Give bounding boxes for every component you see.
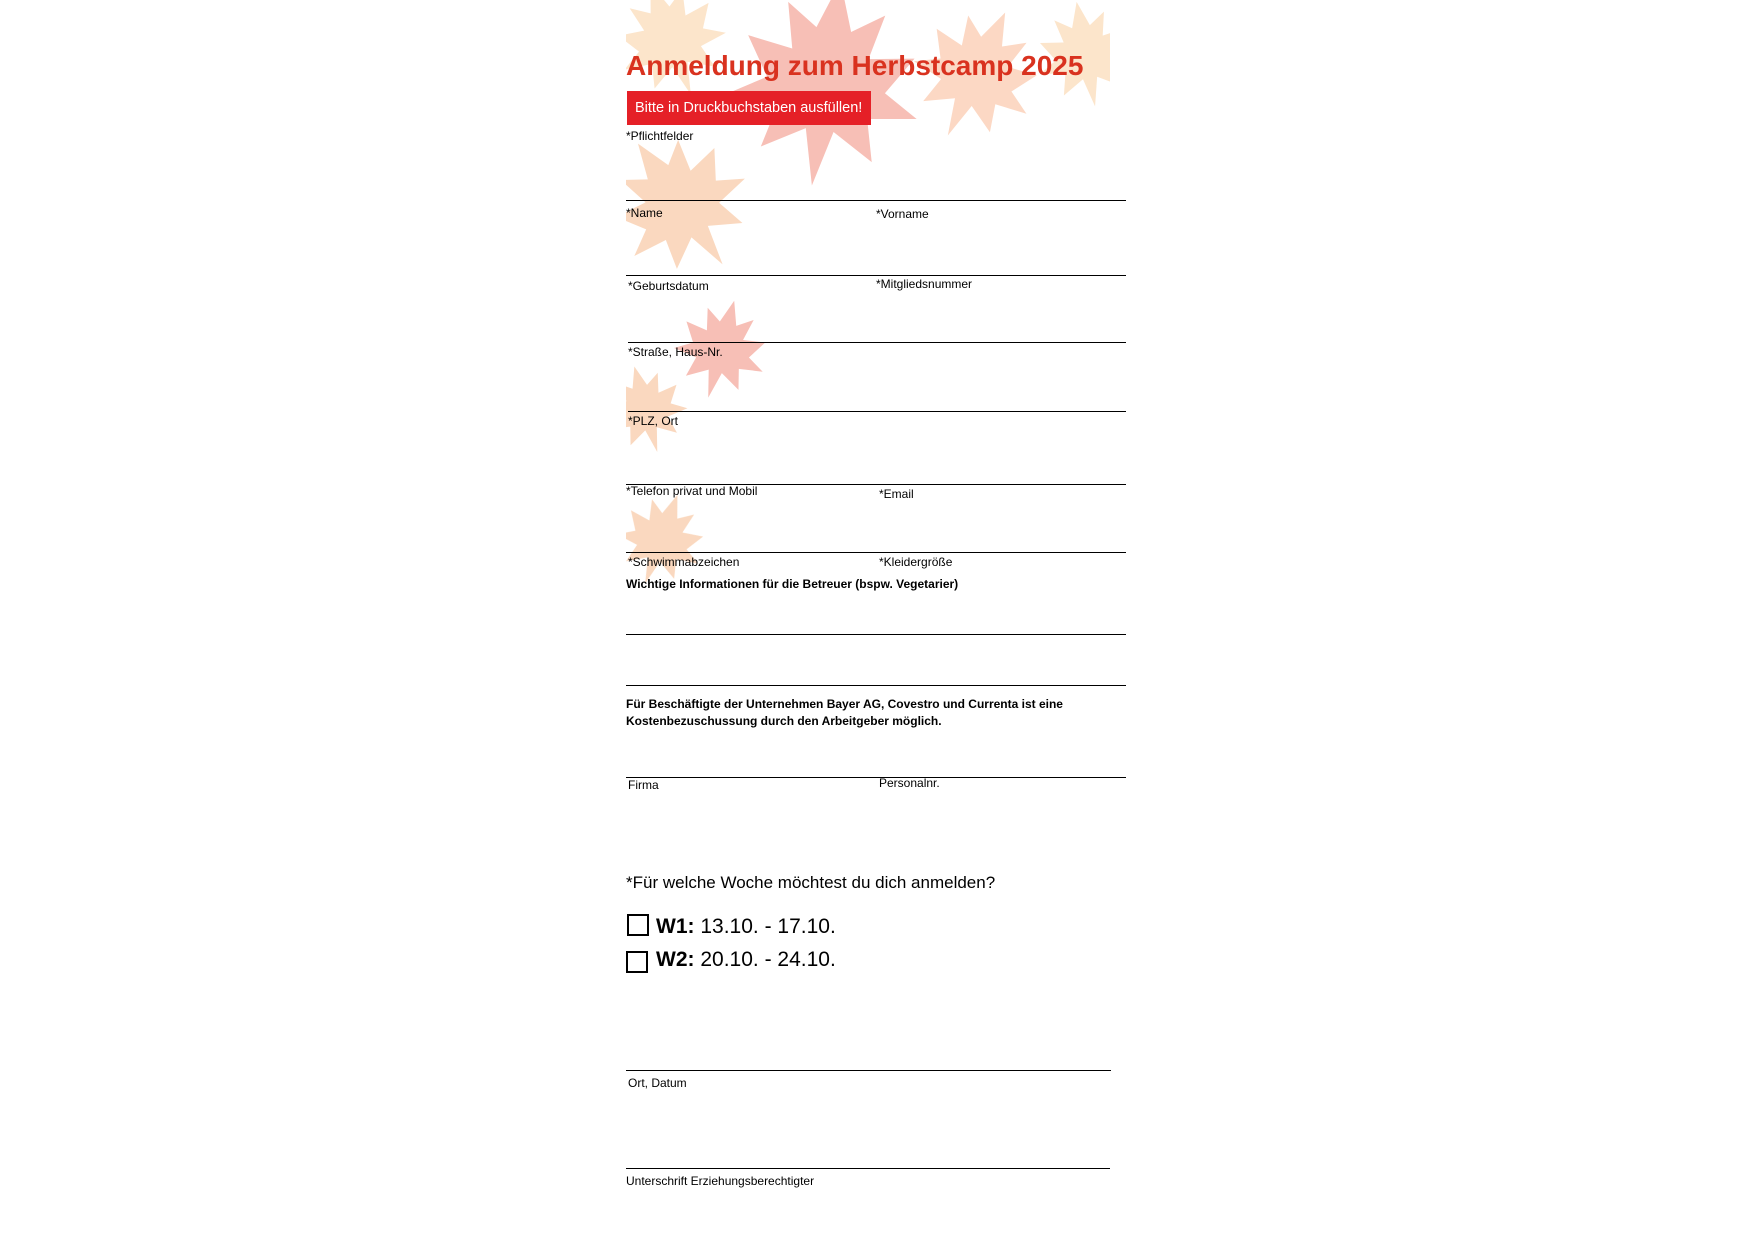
week-1-option [656, 915, 836, 939]
ort-datum-label: Ort, Datum [628, 1076, 687, 1090]
name-label: *Name [626, 206, 663, 220]
week-question: *Für welche Woche möchtest du dich anmelden? [626, 873, 996, 892]
autumn-leaves-decoration [626, 0, 1110, 600]
vorname-label: *Vorname [876, 207, 929, 221]
plz-ort-field-line[interactable] [628, 411, 1126, 412]
week-1-checkbox[interactable] [627, 914, 649, 936]
signature-label: Unterschrift Erziehungsberechtigter [626, 1174, 815, 1188]
schwimmabzeichen-label: *Schwimmabzeichen [628, 555, 740, 569]
firma-label: Firma [628, 778, 659, 792]
plz-ort-label: *PLZ, Ort [628, 414, 679, 428]
week-2-checkbox[interactable] [626, 951, 648, 973]
week-2-dates: 20.10. - 24.10. [700, 948, 836, 971]
info-line-1[interactable] [626, 634, 1126, 635]
personalnr-label: Personalnr. [879, 776, 940, 790]
strasse-label: *Straße, Haus-Nr. [628, 345, 723, 359]
kleidergroesse-label: *Kleidergröße [879, 555, 953, 569]
signature-line[interactable] [626, 1168, 1110, 1169]
print-letters-banner: Bitte in Druckbuchstaben ausfüllen! [627, 91, 871, 125]
info-line-2[interactable] [626, 685, 1126, 686]
telefon-label: *Telefon privat und Mobil [626, 484, 758, 498]
form-title: Anmeldung zum Herbstcamp 2025 [626, 50, 1084, 81]
email-label: *Email [879, 487, 914, 501]
week-2-code: W2: [656, 948, 695, 971]
employer-field-line[interactable] [626, 777, 1126, 778]
employer-note: Für Beschäftigte der Unternehmen Bayer AG, Covestro und Currenta ist eine Kostenbezuschussung durch den Arbeitgeber möglich. [626, 697, 1063, 728]
geburtsdatum-label: *Geburtsdatum [628, 279, 709, 293]
leaf-icon [626, 356, 696, 462]
info-heading: Wichtige Informationen für die Betreuer (bspw. Vegetarier) [626, 577, 959, 591]
mitgliedsnummer-label: *Mitgliedsnummer [876, 277, 973, 291]
week-1-dates: 13.10. - 17.10. [700, 915, 836, 938]
required-fields-note: *Pflichtfelder [626, 129, 694, 143]
street-field-line[interactable] [628, 342, 1126, 343]
week-1-code: W1: [656, 915, 695, 938]
birthdate-field-line[interactable] [626, 275, 1126, 276]
swim-badge-field-line[interactable] [626, 552, 1126, 553]
name-field-line[interactable] [626, 200, 1126, 201]
ort-datum-line[interactable] [626, 1070, 1111, 1071]
week-2-option [656, 948, 836, 972]
